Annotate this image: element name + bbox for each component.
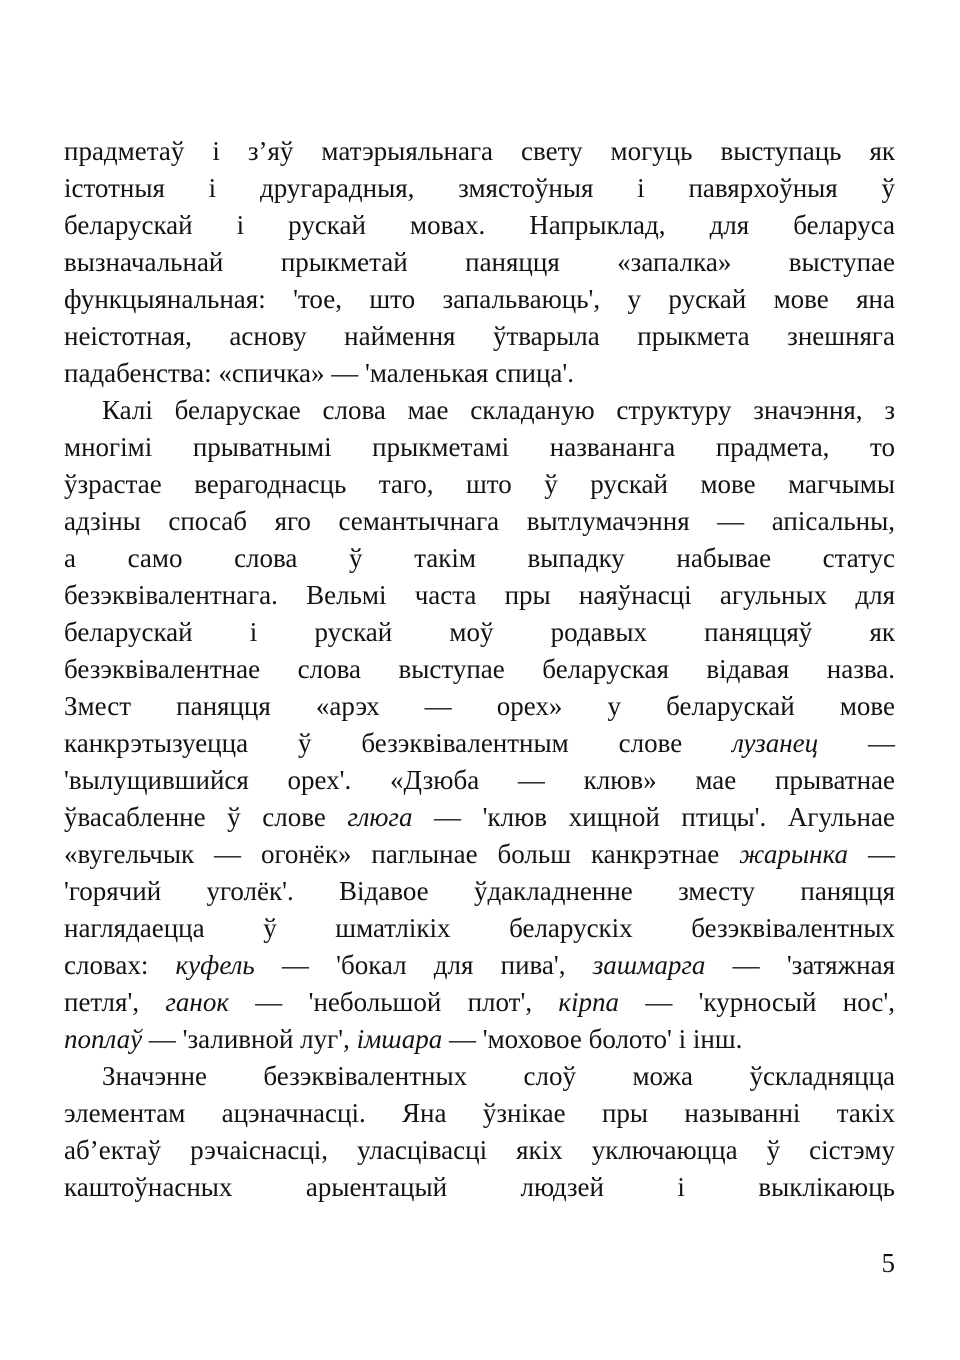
italic-term: імшара: [356, 1024, 443, 1054]
text-line: [64, 577, 895, 614]
text-run: вызначальнай прыкметай паняцця «запалка» выступае: [64, 247, 895, 277]
italic-term: кірпа: [558, 987, 620, 1017]
text-run: ўзрастае верагоднасць таго, што ў рускай мове магчымы: [64, 469, 895, 499]
text-line: [64, 614, 895, 651]
text-line: [64, 281, 895, 318]
text-run: элементам ацэначнасці. Яна ўзнікае пры называнні такіх: [64, 1098, 895, 1128]
italic-term: зашмарга: [592, 950, 706, 980]
text-run: —: [848, 839, 895, 869]
text-line: [64, 762, 895, 799]
text-line: [64, 133, 895, 170]
text-line: [64, 1021, 895, 1058]
text-run: каштоўнасных арыентацый людзей і выклікаюць: [64, 1172, 895, 1202]
text-line: [64, 355, 895, 392]
text-line: [64, 1169, 895, 1206]
text-line: [64, 244, 895, 281]
text-run: — 'курносый нос',: [619, 987, 896, 1017]
italic-term: поплаў: [64, 1024, 143, 1054]
text-line: [64, 207, 895, 244]
text-run: — 'бокал для пива',: [254, 950, 593, 980]
text-run: ўвасабленне ў слове: [64, 802, 348, 832]
italic-term: ганок: [165, 987, 229, 1017]
text-line: [64, 540, 895, 577]
text-run: падабенства: «спичка» — 'маленькая спица'.: [64, 358, 575, 388]
text-run: прадметаў і з’яў матэрыяльнага свету могуць выступаць як: [64, 136, 895, 166]
text-line: [64, 1132, 895, 1169]
text-run: — 'заливной луг',: [142, 1024, 357, 1054]
text-line: [64, 947, 895, 984]
text-run: 'горячий уголёк'. Відавое ўдакладненне зместу паняцця: [64, 876, 895, 906]
text-line: [64, 984, 895, 1021]
italic-term: лузанец: [732, 728, 819, 758]
text-run: Калі беларускае слова мае складаную структуру значэння, з: [102, 395, 895, 425]
text-run: многімі прыватнымі прыкметамі названанга прадмета, то: [64, 432, 895, 462]
text-line: [64, 836, 895, 873]
text-line: [64, 429, 895, 466]
text-run: словах:: [64, 950, 176, 980]
text-run: Значэнне безэквівалентных слоў можа ўскладняцца: [102, 1061, 895, 1091]
text-line: [64, 318, 895, 355]
text-run: 'вылущившийся орех'. «Дзюба — клюв» мае прыватнае: [64, 765, 895, 795]
text-run: «вугельчык — огонёк» паглынае больш канкрэтнае: [64, 839, 740, 869]
text-run: функцыянальная: 'тое, што запальваюць', у рускай мове яна: [64, 284, 895, 314]
page-number: 5: [881, 1248, 895, 1278]
text-line: [64, 799, 895, 836]
text-run: петля',: [64, 987, 166, 1017]
text-line: [64, 1058, 895, 1095]
text-line: [64, 466, 895, 503]
text-line: [64, 651, 895, 688]
text-run: адзіны спосаб яго семантычнага вытлумачэння — апісальны,: [64, 506, 895, 536]
text-run: безэквівалентнага. Вельмі часта пры наяўнасці агульных для: [64, 580, 895, 610]
text-run: — 'клюв хищной птицы'. Агульнае: [412, 802, 895, 832]
text-run: безэквівалентнае слова выступае беларуская відавая назва.: [64, 654, 895, 684]
text-line: [64, 503, 895, 540]
text-line: [64, 1095, 895, 1132]
text-run: а само слова ў такім выпадку набывае статус: [64, 543, 895, 573]
text-run: — 'небольшой плот',: [228, 987, 559, 1017]
text-line: [64, 170, 895, 207]
text-run: аб’ектаў рэчаіснасці, уласцівасці якіх уключаюцца ў сістэму: [64, 1135, 895, 1165]
text-line: [64, 725, 895, 762]
text-run: істотныя і другарадныя, змястоўныя і павярхоўныя ў: [64, 173, 895, 203]
text-line: [64, 688, 895, 725]
italic-term: жарынка: [739, 839, 849, 869]
text-run: — 'моховое болото' і інш.: [442, 1024, 743, 1054]
text-run: Змест паняцця «арэх — орех» у беларускай мове: [64, 691, 895, 721]
text-run: наглядаецца ў шматлікіх беларускіх безэквівалентных: [64, 913, 895, 943]
text-run: неістотная, аснову наймення ўтварыла прыкмета знешняга: [64, 321, 895, 351]
text-block: [64, 133, 895, 1206]
text-line: [64, 392, 895, 429]
text-run: —: [818, 728, 895, 758]
text-line: [64, 910, 895, 947]
text-run: — 'затяжная: [705, 950, 896, 980]
italic-term: глюга: [347, 802, 413, 832]
italic-term: куфель: [175, 950, 255, 980]
text-line: [64, 873, 895, 910]
text-run: канкрэтызуецца ў безэквівалентным слове: [64, 728, 733, 758]
text-run: беларускай і рускай мовах. Напрыклад, для беларуса: [64, 210, 895, 240]
text-run: беларускай і рускай моў родавых паняццяў як: [64, 617, 895, 647]
